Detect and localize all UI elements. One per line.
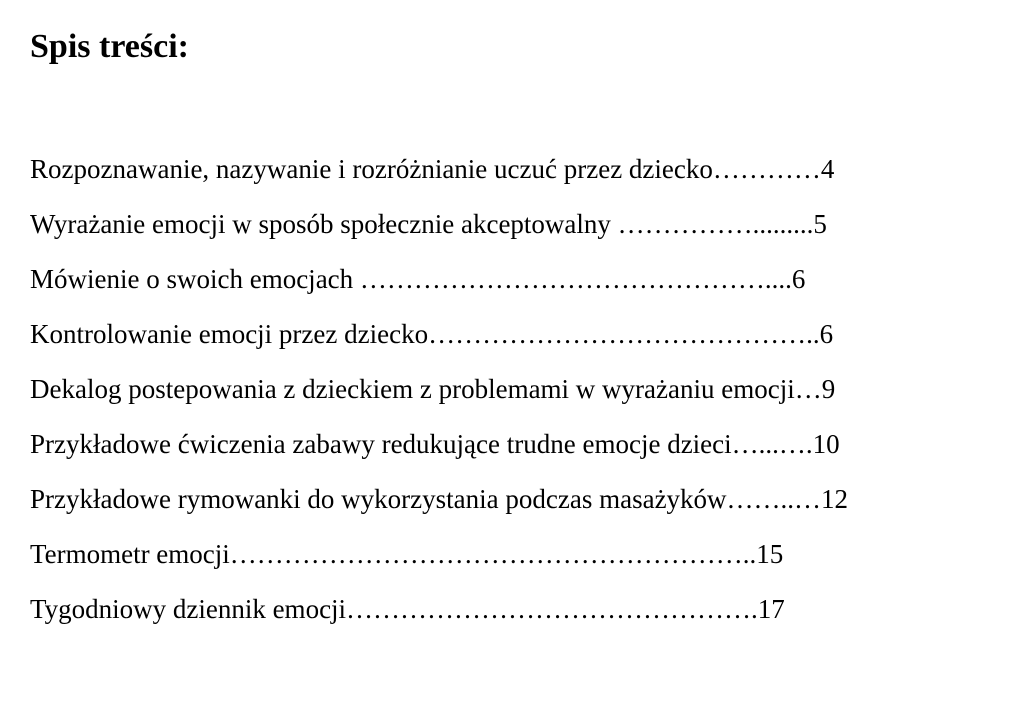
toc-entry-exercises: Przykładowe ćwiczenia zabawy redukujące trudne emocje dzieci…...….10 (30, 429, 840, 459)
toc-entry-decalogue: Dekalog postepowania z dzieckiem z problemami w wyrażaniu emocji…9 (30, 374, 836, 404)
toc-entry-recognizing-feelings: Rozpoznawanie, nazywanie i rozróżnianie uczuć przez dziecko…………4 (30, 154, 835, 184)
toc-title: Spis treści: (30, 28, 189, 65)
toc-entry-weekly-diary: Tygodniowy dziennik emocji……………………………………….17 (30, 594, 785, 624)
toc-entry-talking-about-emotions: Mówienie o swoich emocjach ………………………………………....6 (30, 264, 806, 294)
toc-entry-expressing-emotions: Wyrażanie emocji w sposób społecznie akceptowalny …………….........5 (30, 209, 827, 239)
toc-entry-thermometer: Termometr emocji…………………………………………………..15 (30, 539, 784, 569)
toc-list (30, 149, 848, 644)
toc-entry-rhymes: Przykładowe rymowanki do wykorzystania podczas masażyków……..…12 (30, 484, 849, 514)
toc-entry-controlling-emotions: Kontrolowanie emocji przez dziecko……………………………………..6 (30, 319, 834, 349)
